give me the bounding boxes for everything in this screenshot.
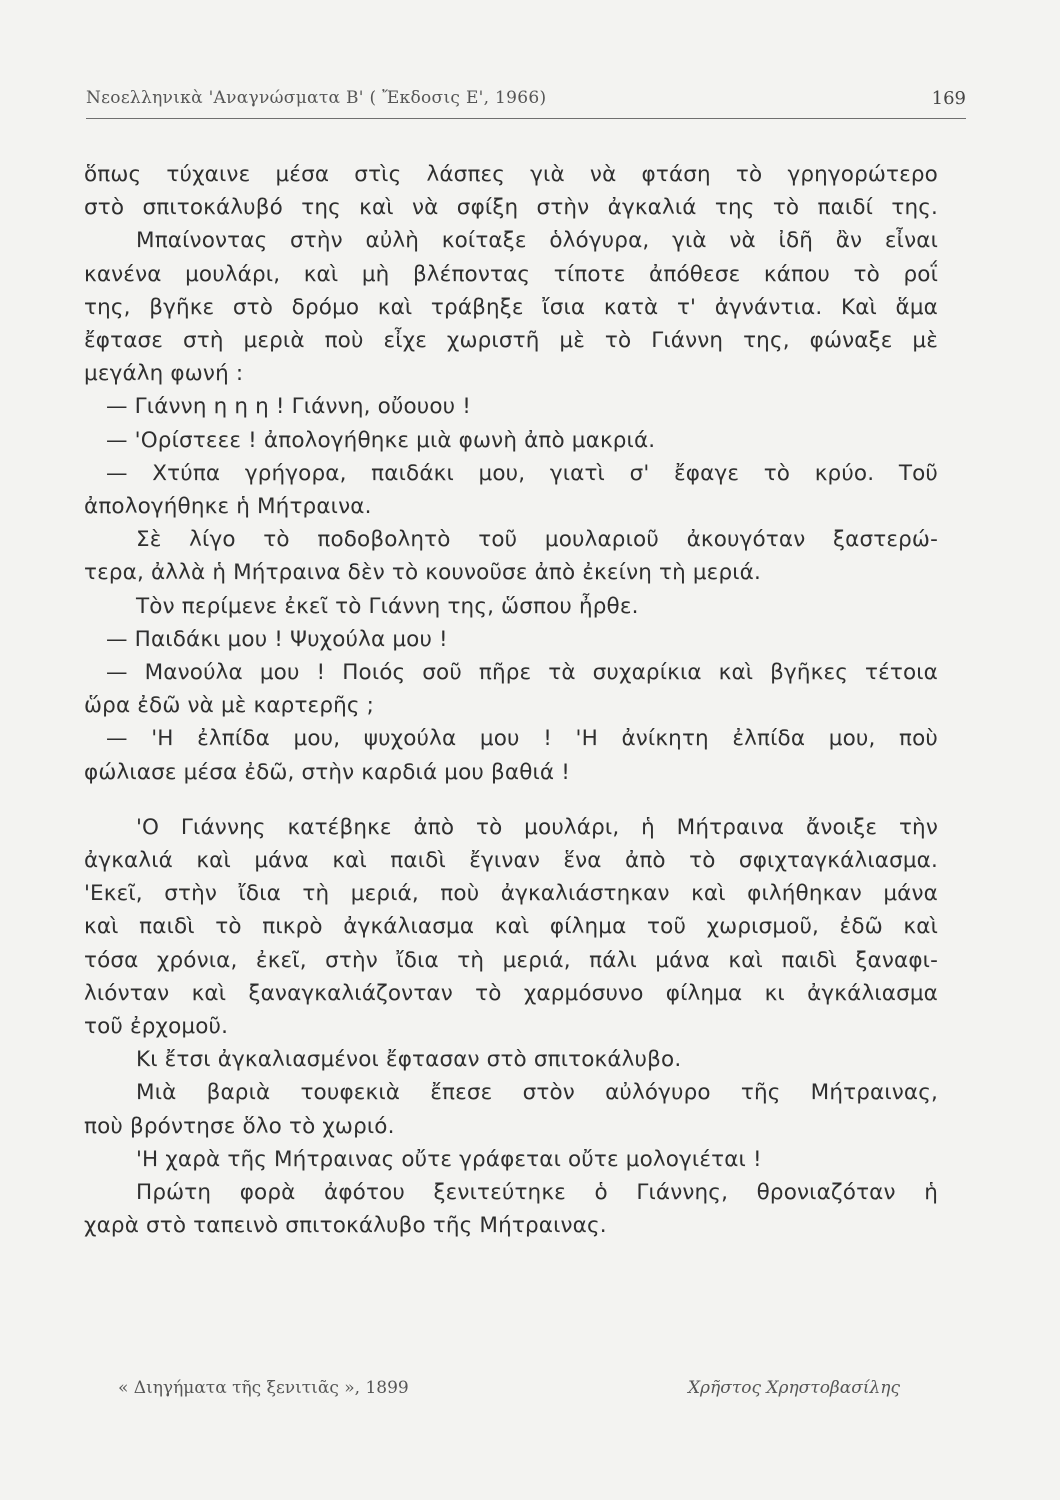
page-number: 169 <box>931 88 966 109</box>
header-title: Νεοελληνικὰ 'Αναγνώσματα Β' ( Ἔκδοσις Ε', 1966) <box>86 88 547 108</box>
source-footer <box>118 1378 900 1408</box>
text-line: μεγάλη φωνή : <box>84 361 244 387</box>
text-line: χαρὰ στὸ ταπεινὸ σπιτοκάλυβο τῆς Μήτραινας. <box>84 1213 607 1239</box>
text-line: στὸ σπιτοκάλυβό της καὶ νὰ σφίξη στὴν ἀγκαλιά της τὸ παιδί της. <box>84 195 938 221</box>
text-line: της, βγῆκε στὸ δρόμο καὶ τράβηξε ἴσια κατὰ τ' ἀγνάντια. Καὶ ἅμα <box>84 294 938 320</box>
dialogue-line: — Μανούλα μου ! Ποιός σοῦ πῆρε τὰ συχαρίκια καὶ βγῆκες τέτοια <box>106 660 938 686</box>
text-line: ἀπολογήθηκε ἡ Μήτραινα. <box>84 494 372 520</box>
text-line: τοῦ ἐρχομοῦ. <box>84 1014 229 1040</box>
dialogue-line: — Γιάννη η η η ! Γιάννη, οὔουου ! <box>106 394 472 420</box>
text-line: φώλιασε μέσα ἐδῶ, στὴν καρδιά μου βαθιά ! <box>84 759 570 785</box>
text-line: Τὸν περίμενε ἐκεῖ τὸ Γιάννη της, ὥσπου ἦρθε. <box>136 593 639 619</box>
text-line: 'Εκεῖ, στὴν ἴδια τὴ μεριά, ποὺ ἀγκαλιάστηκαν καὶ φιλήθηκαν μάνα <box>84 881 938 907</box>
text-line: Πρώτη φορὰ ἀφότου ξενιτεύτηκε ὁ Γιάννης, θρονιαζόταν ἡ <box>136 1180 938 1206</box>
text-line: λιόνταν καὶ ξαναγκαλιάζονταν τὸ χαρμόσυνο φίλημα κι ἀγκάλιασμα <box>84 980 938 1006</box>
dialogue-line: — Χτύπα γρήγορα, παιδάκι μου, γιατὶ σ' ἔφαγε τὸ κρύο. Τοῦ <box>106 460 938 486</box>
dialogue-line: — 'Η ἐλπίδα μου, ψυχούλα μου ! 'Η ἀνίκητη ἐλπίδα μου, ποὺ <box>106 726 938 752</box>
text-line: καὶ παιδὶ τὸ πικρὸ ἀγκάλιασμα καὶ φίλημα τοῦ χωρισμοῦ, ἐδῶ καὶ <box>84 914 938 940</box>
running-header <box>86 82 966 119</box>
text-line: ὥρα ἐδῶ νὰ μὲ καρτερῆς ; <box>84 693 375 719</box>
footer-source: « Διηγήματα τῆς ξενιτιᾶς », 1899 <box>118 1378 409 1398</box>
footer-author: Χρῆστος Χρηστοβασίλης <box>687 1378 900 1398</box>
text-line: 'Η χαρὰ τῆς Μήτραινας οὔτε γράφεται οὔτε μολογιέται ! <box>136 1146 762 1172</box>
text-line: Κι ἔτσι ἀγκαλιασμένοι ἔφτασαν στὸ σπιτοκάλυβο. <box>136 1047 682 1073</box>
text-line: 'Ο Γιάννης κατέβηκε ἀπὸ τὸ μουλάρι, ἡ Μήτραινα ἄνοιξε τὴν <box>136 814 938 840</box>
dialogue-line: — Παιδάκι μου ! Ψυχούλα μου ! <box>106 626 448 652</box>
text-line: ἔφτασε στὴ μεριὰ ποὺ εἶχε χωριστῆ μὲ τὸ Γιάννη της, φώναξε μὲ <box>84 328 938 354</box>
paragraph-gap <box>84 789 938 811</box>
text-line: κανένα μουλάρι, καὶ μὴ βλέποντας τίποτε ἀπόθεσε κάπου τὸ ροΐ <box>84 261 938 287</box>
text-line: Σὲ λίγο τὸ ποδοβολητὸ τοῦ μουλαριοῦ ἀκουγόταν ξαστερώ- <box>136 527 938 553</box>
text-line: ὅπως τύχαινε μέσα στὶς λάσπες γιὰ νὰ φτάση τὸ γρηγορώτερο <box>84 162 938 187</box>
text-line: τόσα χρόνια, ἐκεῖ, στὴν ἴδια τὴ μεριά, πάλι μάνα καὶ παιδὶ ξαναφι- <box>84 947 938 973</box>
body-text <box>84 158 938 1243</box>
text-line: Μιὰ βαριὰ τουφεκιὰ ἔπεσε στὸν αὐλόγυρο τῆς Μήτραινας, <box>136 1080 938 1106</box>
text-line: τερα, ἀλλὰ ἡ Μήτραινα δὲν τὸ κουνοῦσε ἀπὸ ἐκείνη τὴ μεριά. <box>84 560 761 586</box>
text-line: Μπαίνοντας στὴν αὐλὴ κοίταξε ὁλόγυρα, γιὰ νὰ ἰδῆ ἂν εἶναι <box>136 228 938 254</box>
text-line: ποὺ βρόντησε ὅλο τὸ χωριό. <box>84 1113 395 1139</box>
dialogue-line: — 'Ορίστεεε ! ἀπολογήθηκε μιὰ φωνὴ ἀπὸ μακριά. <box>106 427 656 453</box>
text-line: ἀγκαλιά καὶ μάνα καὶ παιδὶ ἔγιναν ἕνα ἀπὸ τὸ σφιχταγκάλιασμα. <box>84 848 938 874</box>
